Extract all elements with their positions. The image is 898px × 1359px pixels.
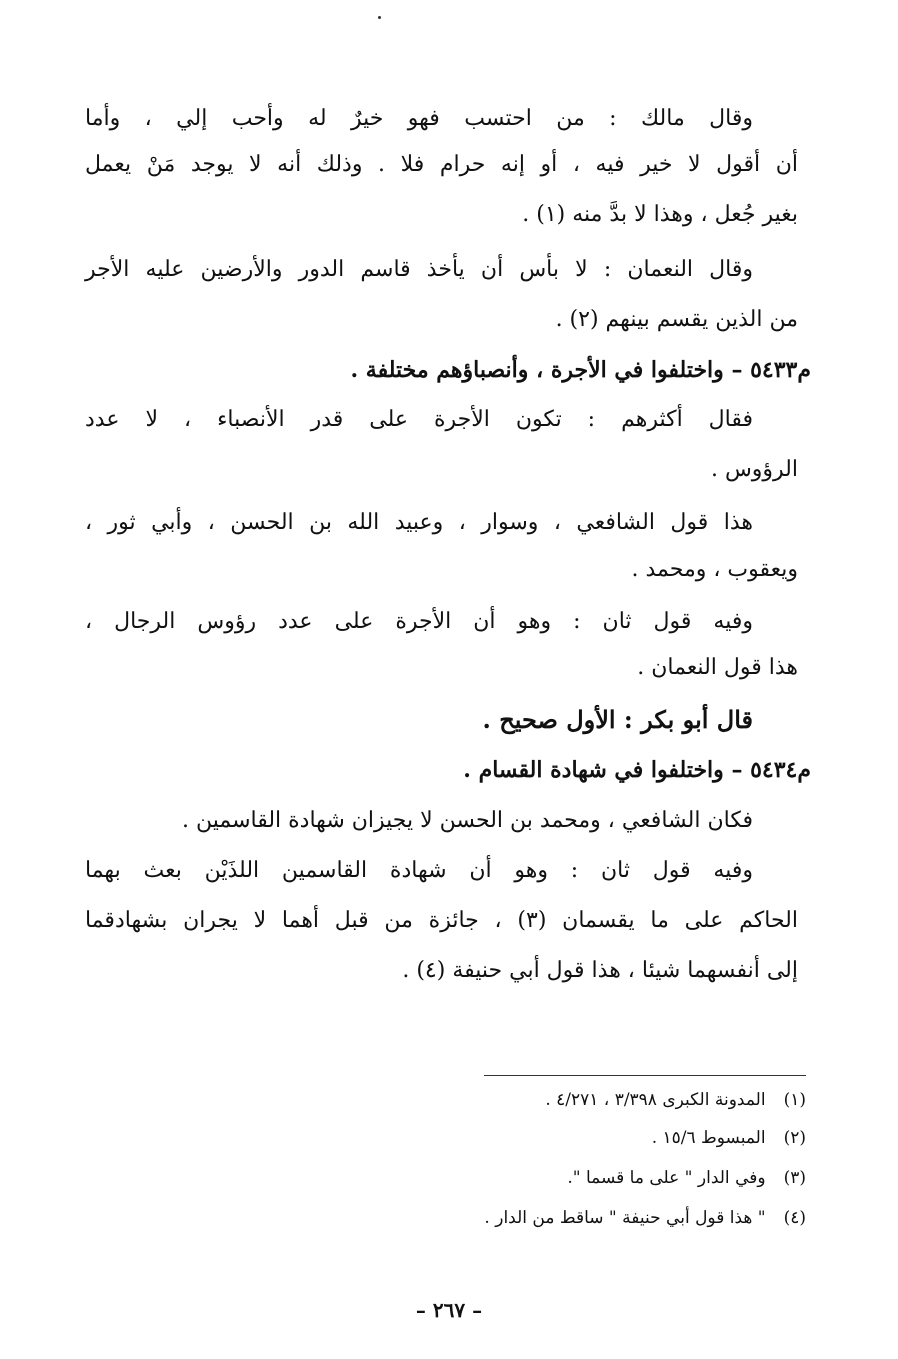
section-heading-5433: م٥٤٣٣ – واختلفوا في الأجرة ، وأنصباؤهم مختلفة . <box>350 357 811 383</box>
body-line: وفيه قول ثان : وهو أن الأجرة على عدد رؤوس الرجال ، <box>85 609 753 634</box>
body-line: إلى أنفسهما شيئا ، هذا قول أبي حنيفة (٤) . <box>402 958 798 983</box>
body-line: فكان الشافعي ، ومحمد بن الحسن لا يجيزان شهادة القاسمين . <box>181 808 753 833</box>
footnote-number: (٢) <box>783 1128 806 1148</box>
body-line: وفيه قول ثان : وهو أن شهادة القاسمين اللذَيْن بعث بهما <box>85 858 753 883</box>
body-line: ويعقوب ، ومحمد . <box>631 557 798 582</box>
footnote-text: " هذا قول أبي حنيفة " ساقط من الدار . <box>484 1208 766 1228</box>
body-line: هذا قول الشافعي ، وسوار ، وعبيد الله بن الحسن ، وأبي ثور ، <box>85 510 754 535</box>
body-line: وقال النعمان : لا بأس أن يأخذ قاسم الدور والأرضين عليه الأجر <box>85 257 753 282</box>
footnote-number: (٣) <box>783 1168 806 1188</box>
footnote-number: (٤) <box>783 1208 806 1228</box>
footnote <box>300 1126 806 1150</box>
page-number: – ٢٦٧ – <box>415 1298 483 1322</box>
body-line: الحاكم على ما يقسمان (٣) ، جائزة من قبل أهما لا يجران بشهادقما <box>85 908 798 933</box>
footnote-number: (١) <box>783 1090 806 1110</box>
footnote-text: المبسوط ١٥/٦ . <box>651 1128 766 1148</box>
body-line: بغير جُعل ، وهذا لا بدَّ منه (١) . <box>522 202 798 227</box>
ink-dot <box>378 16 381 19</box>
section-heading-5434: م٥٤٣٤ – واختلفوا في شهادة القسام . <box>463 757 811 783</box>
abu-bakr-statement: قال أبو بكر : الأول صحيح . <box>482 705 753 734</box>
body-line: هذا قول النعمان . <box>637 655 798 680</box>
body-line: من الذين يقسم بينهم (٢) . <box>555 307 798 332</box>
body-line: وقال مالك : من احتسب فهو خيرٌ له وأحب إلي ، وأما <box>85 106 753 131</box>
footnote-divider <box>484 1075 806 1076</box>
body-line: أن أقول لا خير فيه ، أو إنه حرام فلا . وذلك أنه لا يوجد مَنْ يعمل <box>85 152 798 177</box>
body-line: الرؤوس . <box>710 457 798 482</box>
footnote <box>300 1166 806 1190</box>
footnote <box>300 1088 806 1112</box>
footnote-text: وفي الدار " على ما قسما ". <box>567 1168 766 1188</box>
footnote-text: المدونة الكبرى ٣/٣٩٨ ، ٤/٢٧١ . <box>545 1090 766 1110</box>
footnote <box>300 1206 806 1230</box>
body-line: فقال أكثرهم : تكون الأجرة على قدر الأنصباء ، لا عدد <box>85 407 753 432</box>
